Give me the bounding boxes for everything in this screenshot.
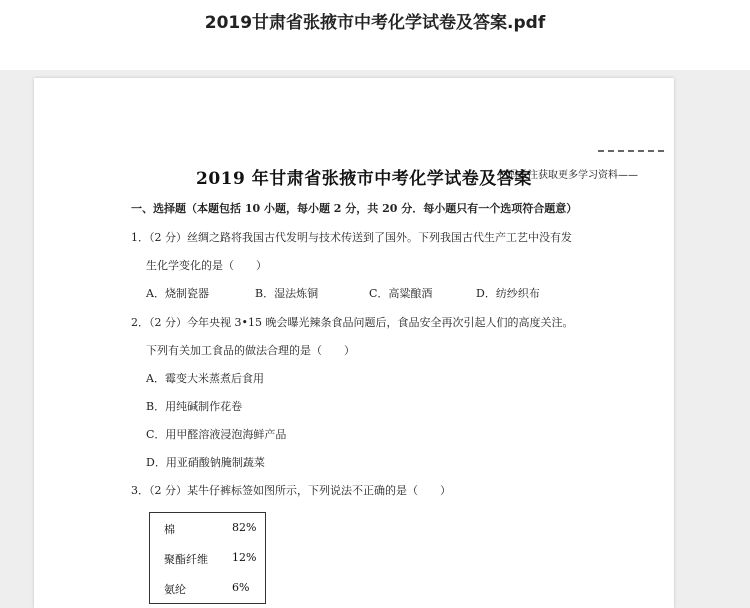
viewer-toolbar bbox=[0, 0, 750, 70]
label-material-value: 12% bbox=[232, 551, 257, 564]
qr-note: 扫码关注获取更多学习资料—— bbox=[498, 170, 638, 181]
document-title: 2019 年甘肃省张掖市中考化学试卷及答案 bbox=[196, 169, 532, 189]
q2-option-c: C．用甲醛溶液浸泡海鲜产品 bbox=[146, 428, 287, 441]
q1-option-d: D．纺纱织布 bbox=[476, 287, 540, 300]
label-material-name: 聚酯纤维 bbox=[164, 553, 208, 566]
q2-option-d: D．用亚硝酸钠腌制蔬菜 bbox=[146, 456, 265, 469]
q2-option-a: A．霉变大米蒸煮后食用 bbox=[146, 372, 264, 385]
question-2-line-2: 下列有关加工食品的做法合理的是（ ） bbox=[146, 344, 355, 357]
question-1-line-1: 1．（2 分）丝绸之路将我国古代发明与技术传送到了国外。下列我国古代生产工艺中没有发 bbox=[131, 231, 572, 244]
q1-option-a: A．烧制瓷器 bbox=[146, 287, 209, 300]
jeans-label-figure bbox=[149, 512, 266, 604]
section-heading: 一、选择题（本题包括 10 小题，每小题 2 分，共 20 分．每小题只有一个选项符合题意） bbox=[131, 202, 578, 215]
question-3-line-1: 3．（2 分）某牛仔裤标签如图所示，下列说法不正确的是（ ） bbox=[131, 484, 451, 497]
label-material-name: 棉 bbox=[164, 523, 175, 536]
label-material-name: 氨纶 bbox=[164, 583, 186, 596]
question-2-line-1: 2．（2 分）今年央视 3•15 晚会曝光辣条食品问题后，食品安全再次引起人们的高度关注。 bbox=[131, 316, 574, 329]
question-1-line-2: 生化学变化的是（ ） bbox=[146, 259, 267, 272]
label-material-value: 6% bbox=[232, 581, 250, 594]
q2-option-b: B．用纯碱制作花卷 bbox=[146, 400, 243, 413]
q1-option-b: B．湿法炼铜 bbox=[255, 287, 319, 300]
q1-option-c: C．高粱酿酒 bbox=[369, 287, 433, 300]
file-title: 2019甘肃省张掖市中考化学试卷及答案.pdf bbox=[204, 13, 546, 33]
qr-decoration bbox=[598, 150, 664, 156]
label-material-value: 82% bbox=[232, 521, 257, 534]
